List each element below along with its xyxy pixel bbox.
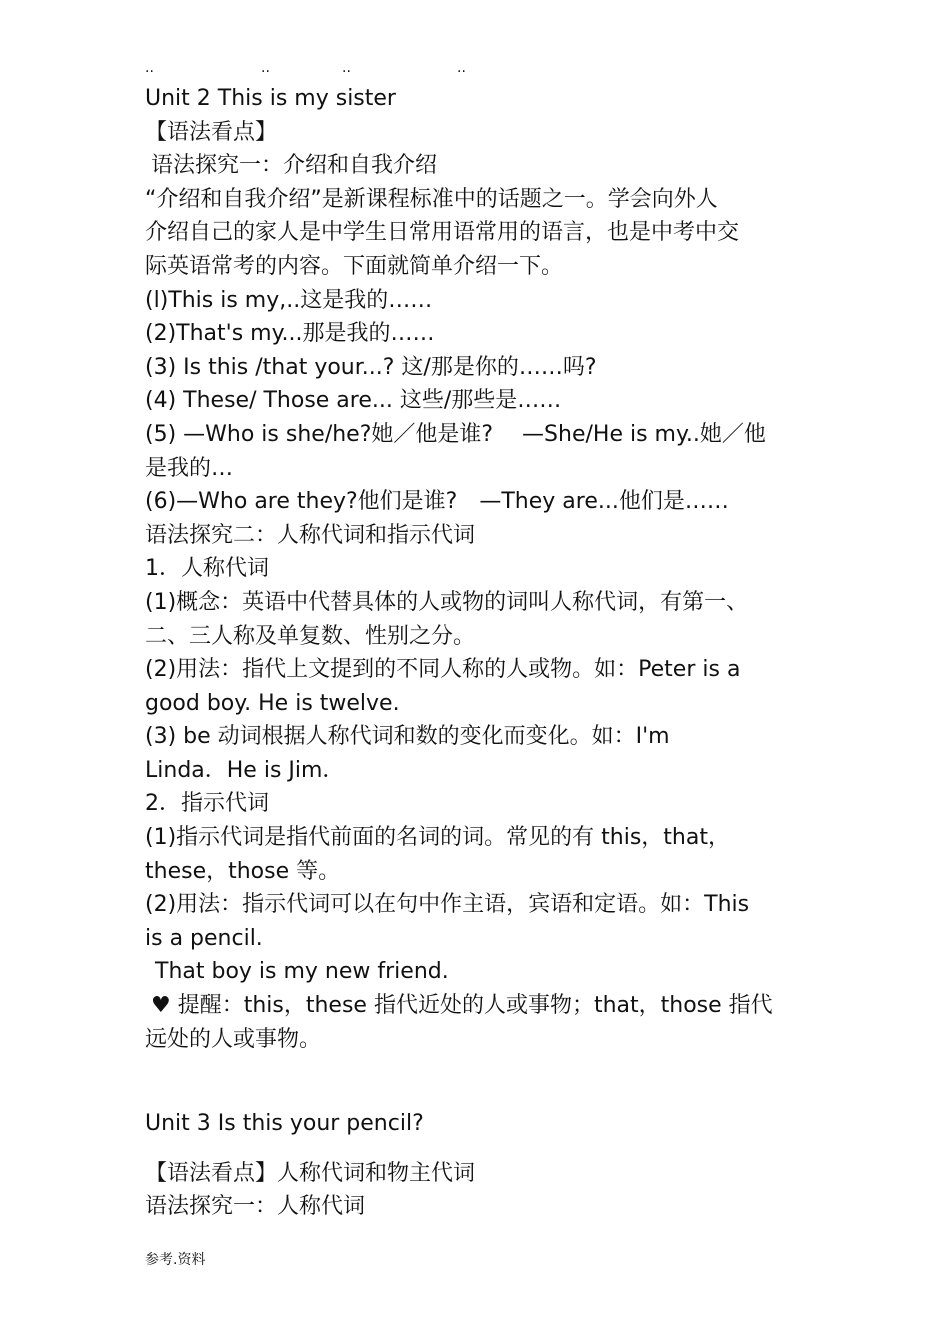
grammar-topic-1-heading: 语法探究一：介绍和自我介绍 (151, 153, 438, 179)
header-dot-mark: .. (145, 60, 154, 76)
reminder-note: ♥ 提醒：this，these 指代近处的人或事物；that，those 指代 (151, 993, 773, 1019)
paragraph-line: good boy. He is twelve. (145, 690, 400, 716)
example-item: (2)That's my...那是我的…… (145, 321, 435, 347)
section-spacer (145, 1141, 810, 1157)
header-dot-mark: .. (457, 60, 466, 76)
example-item: (5) —Who is she/he?她／他是谁? —She/He is my..她／他 (145, 421, 766, 447)
paragraph-line: 二、三人称及单复数、性别之分。 (145, 623, 476, 649)
example-item: (6)—Who are they?他们是谁? —They are...他们是…… (145, 489, 729, 515)
paragraph-line: (2)用法：指代上文提到的不同人称的人或物。如：Peter is a (145, 657, 741, 683)
paragraph-line: is a pencil. (145, 925, 263, 951)
paragraph-line: these，those 等。 (145, 858, 341, 884)
example-item-continued: 是我的… (145, 455, 234, 481)
header-dot-mark: .. (342, 60, 351, 76)
grammar-heading: 【语法看点】 (145, 119, 278, 145)
example-item: (l)This is my,..这是我的…… (145, 287, 433, 313)
paragraph-line: 际英语常考的内容。下面就简单介绍一下。 (145, 253, 564, 279)
subsection-heading: 2．指示代词 (145, 791, 269, 817)
grammar-heading: 【语法看点】人称代词和物主代词 (145, 1160, 476, 1186)
reminder-note-continued: 远处的人或事物。 (145, 1026, 322, 1052)
example-item: (4) These/ Those are... 这些/那些是…… (145, 388, 562, 414)
example-sentence: That boy is my new friend. (155, 959, 449, 985)
paragraph-line: (1)指示代词是指代前面的名词的词。常见的有 this，that， (145, 825, 730, 851)
unit-3-title: Unit 3 Is this your pencil? (145, 1111, 424, 1137)
header-dot-mark: .. (261, 60, 270, 76)
document-body (145, 82, 810, 1224)
paragraph-line: “介绍和自我介绍”是新课程标准中的话题之一。学会向外人 (145, 186, 718, 212)
grammar-topic-2-heading: 语法探究二：人称代词和指示代词 (145, 522, 476, 548)
section-spacer (145, 1056, 810, 1107)
example-item: (3) Is this /that your...? 这/那是你的……吗? (145, 354, 597, 380)
paragraph-line: (3) be 动词根据人称代词和数的变化而变化。如：I'm (145, 724, 670, 750)
paragraph-line: 介绍自己的家人是中学生日常用语常用的语言，也是中考中交 (145, 220, 740, 246)
page-footer: 参考.资料 (145, 1252, 206, 1268)
paragraph-line: (1)概念：英语中代替具体的人或物的词叫人称代词，有第一、 (145, 589, 749, 615)
grammar-topic-1-heading: 语法探究一：人称代词 (145, 1194, 366, 1220)
paragraph-line: (2)用法：指示代词可以在句中作主语，宾语和定语。如：This (145, 892, 750, 918)
paragraph-line: Linda．He is Jim． (145, 757, 345, 783)
unit-2-title: Unit 2 This is my sister (145, 86, 396, 111)
subsection-heading: 1．人称代词 (145, 556, 269, 582)
